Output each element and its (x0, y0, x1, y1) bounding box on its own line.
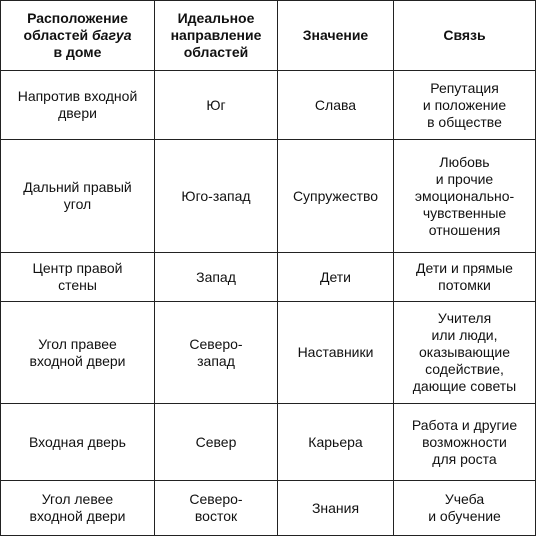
cell-line: Запад (196, 268, 236, 285)
cell-line: или люди, (431, 327, 498, 343)
header-direction-line: направление (170, 27, 262, 43)
cell-connection (394, 71, 536, 140)
table-row (1, 140, 536, 253)
cell-line: Напротив входной (17, 88, 138, 104)
cell-line: Центр правой (32, 260, 123, 276)
cell-meaning (278, 302, 394, 404)
cell-line: и обучение (428, 508, 501, 524)
cell-meaning (278, 253, 394, 302)
header-direction-line: областей (183, 44, 249, 60)
cell-line: входной двери (29, 352, 126, 369)
header-direction (155, 1, 278, 71)
cell-line: Юг (206, 96, 226, 113)
cell-line: Юго-запад (181, 187, 251, 204)
header-location-italic: багуа (91, 27, 132, 43)
cell-line: Дальний правый (23, 179, 132, 195)
table-row (1, 481, 536, 536)
cell-direction (155, 481, 278, 536)
cell-line: стены (58, 277, 97, 293)
cell-line: Дети (319, 268, 352, 285)
cell-meaning (278, 404, 394, 481)
cell-location (1, 302, 155, 404)
table-row (1, 71, 536, 140)
cell-meaning (278, 140, 394, 253)
cell-line: потомки (438, 277, 491, 293)
header-location-text: областей (23, 27, 92, 43)
cell-line: Входная дверь (29, 433, 126, 450)
cell-line: эмоционально- (414, 187, 515, 204)
cell-meaning (278, 481, 394, 536)
cell-line: Учеба (444, 491, 485, 507)
cell-location (1, 71, 155, 140)
cell-line: для роста (432, 450, 497, 467)
cell-connection (394, 140, 536, 253)
cell-line: Северо- (189, 491, 243, 507)
cell-line: угол (63, 196, 92, 212)
cell-line: Репутация (430, 79, 499, 96)
header-row (1, 1, 536, 71)
cell-line: Любовь (439, 153, 490, 170)
cell-connection (394, 481, 536, 536)
cell-direction (155, 302, 278, 404)
cell-line: отношения (428, 221, 501, 238)
cell-connection (394, 302, 536, 404)
cell-line: Слава (314, 96, 357, 113)
cell-direction (155, 404, 278, 481)
cell-line: Работа и другие (411, 416, 518, 433)
cell-line: двери (58, 105, 97, 121)
cell-line: входной двери (29, 508, 126, 524)
cell-direction (155, 253, 278, 302)
cell-location (1, 253, 155, 302)
cell-line: содействие, (425, 361, 504, 377)
cell-line: Север (195, 433, 237, 450)
cell-line: Северо- (189, 335, 243, 352)
cell-line: возможности (422, 433, 507, 450)
cell-direction (155, 71, 278, 140)
header-location-line: в доме (53, 44, 102, 60)
cell-line: Угол правее (38, 335, 117, 352)
cell-line: Учителя (437, 310, 492, 326)
cell-line: и прочие (435, 170, 494, 187)
cell-line: и положение (422, 96, 507, 113)
cell-line: запад (197, 352, 235, 369)
header-connection (394, 1, 536, 71)
cell-line: Знания (311, 499, 360, 516)
cell-location (1, 481, 155, 536)
cell-location (1, 140, 155, 253)
cell-line: в обществе (427, 113, 502, 130)
cell-line: восток (194, 508, 238, 524)
header-location-line: Расположение (27, 10, 128, 26)
cell-connection (394, 404, 536, 481)
cell-line: дающие советы (412, 378, 517, 394)
cell-direction (155, 140, 278, 253)
cell-line: Дети и прямые (416, 260, 513, 276)
table-row (1, 302, 536, 404)
header-direction-line: Идеальное (177, 10, 255, 26)
cell-connection (394, 253, 536, 302)
cell-line: Угол левее (41, 491, 114, 507)
header-meaning-line: Значение (302, 27, 369, 43)
cell-line: чувственные (422, 204, 507, 221)
cell-meaning (278, 71, 394, 140)
header-location-line (5, 27, 150, 44)
table-row (1, 404, 536, 481)
header-location (1, 1, 155, 71)
cell-line: оказывающие (418, 344, 511, 360)
cell-line: Карьера (308, 433, 363, 450)
header-connection-line: Связь (443, 27, 486, 43)
cell-line: Наставники (297, 344, 374, 360)
cell-location (1, 404, 155, 481)
header-meaning (278, 1, 394, 71)
table-row (1, 253, 536, 302)
cell-line: Супружество (292, 187, 379, 204)
